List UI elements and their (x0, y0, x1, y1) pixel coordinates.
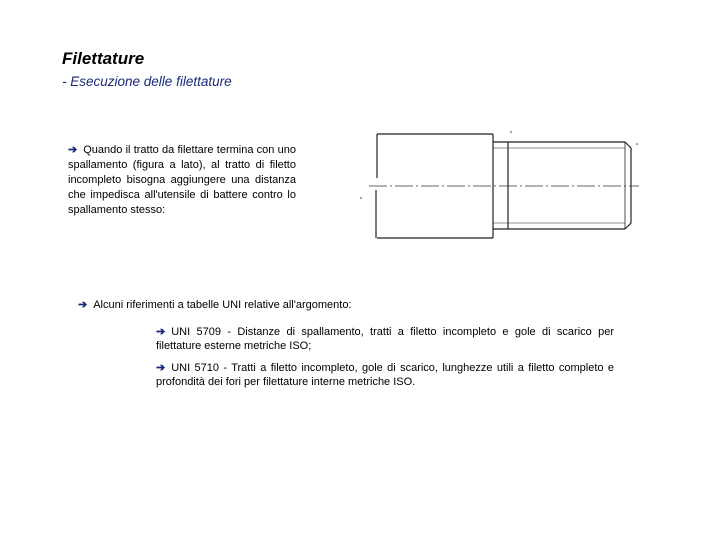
arrow-right-icon: ➔ (156, 362, 166, 374)
thread-shoulder-drawing (355, 128, 645, 248)
arrow-right-icon: ➔ (156, 326, 166, 338)
references-heading (78, 298, 352, 313)
page-subtitle: - Esecuzione delle filettature (62, 74, 232, 89)
arrow-right-icon: ➔ (78, 299, 88, 311)
reference-text: UNI 5709 - Distanze di spallamento, tratti a filetto incompleto e gole di scarico per filettature esterne metriche ISO; (156, 326, 614, 352)
arrow-right-icon: ➔ (68, 144, 78, 156)
references-heading-text: Alcuni riferimenti a tabelle UNI relative all'argomento: (93, 299, 352, 311)
intro-text: Quando il tratto da filettare termina con uno spallamento (figura a lato), al tratto di filetto incompleto bisogna aggiungere una distanza che impedisca all'utensile di battere contro lo spallamento stesso: (68, 144, 296, 216)
intro-paragraph (68, 143, 296, 218)
reference-item (156, 361, 614, 389)
page-title: Filettature (62, 49, 145, 68)
reference-item (156, 325, 614, 353)
reference-text: UNI 5710 - Tratti a filetto incompleto, gole di scarico, lunghezze utili a filetto completo e profondità dei fori per filettature interne metriche ISO. (156, 362, 614, 388)
thread-chamfer (625, 142, 631, 229)
